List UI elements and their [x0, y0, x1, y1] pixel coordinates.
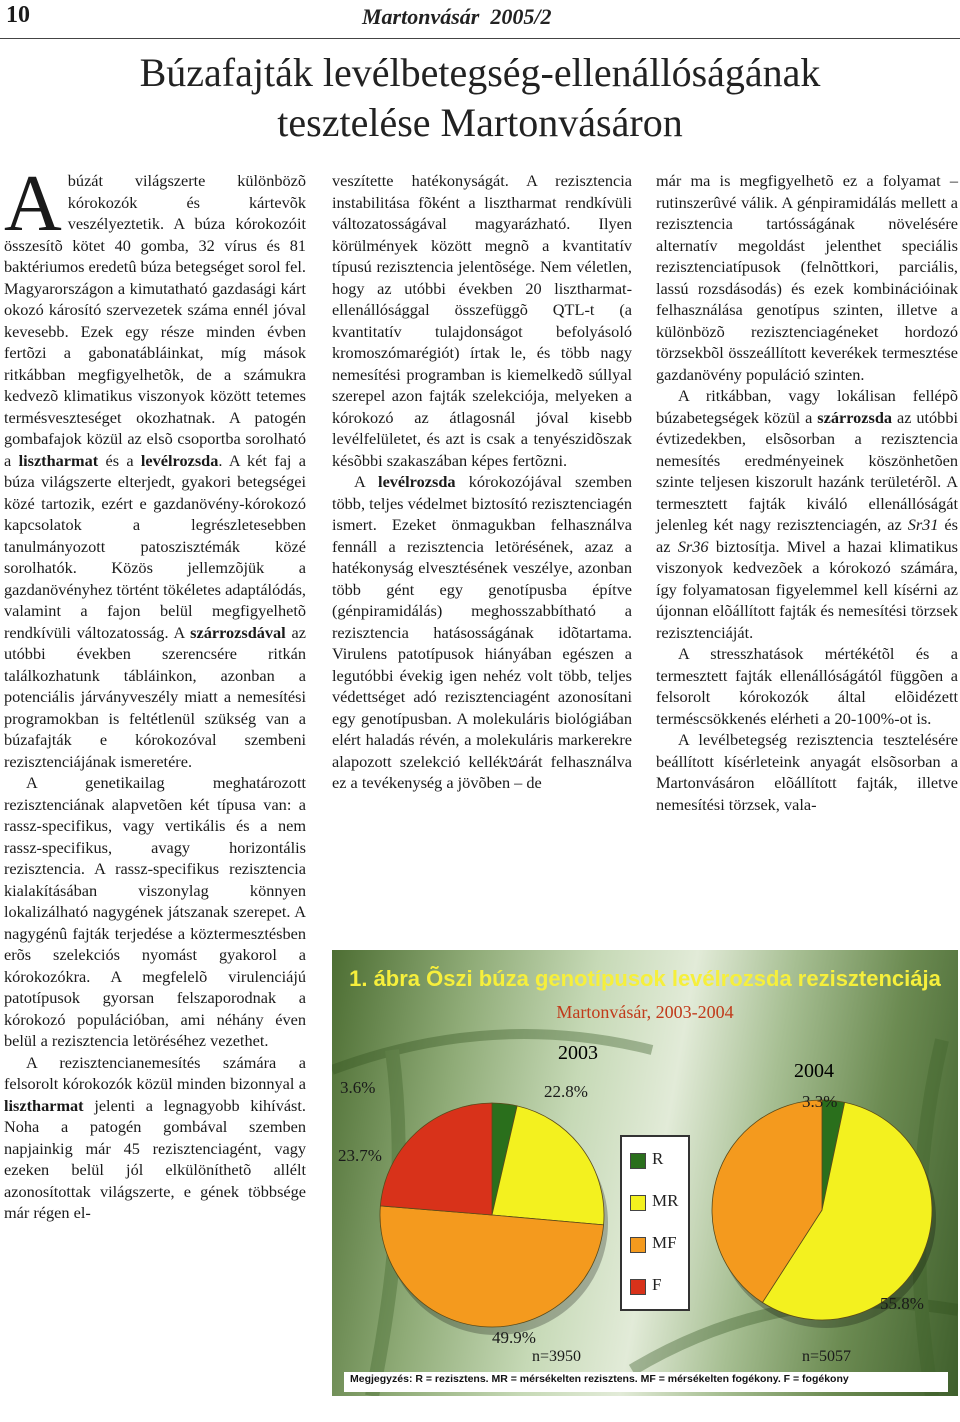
bold-term: szárrozsdával: [190, 622, 286, 642]
magazine-name: Martonvásár: [362, 4, 480, 29]
legend-swatch-MF: [630, 1237, 646, 1253]
pie-1-n: n=3950: [532, 1348, 582, 1365]
pie-2-label-MR: 55.8%: [880, 1294, 924, 1313]
bold-term: levélrozsda: [378, 472, 456, 491]
pie-1-label-F: 23.7%: [338, 1146, 382, 1165]
text-run: az utóbbi évtizedekben, elsõsorban a rezisztencia nemesítés eredményeinek köszönhetõen szinte teljesen kiszorult hazánk területérõl. A termesztett fajták kiváló ellenállóságát jelenleg két nagy rezisztenciagén, az: [656, 407, 958, 534]
text-run: és a: [105, 450, 134, 470]
pie-1-label-MF: 49.9%: [492, 1328, 536, 1347]
pie-1-year: 2003: [558, 1042, 598, 1064]
pie-1-label-R: 3.6%: [340, 1078, 376, 1097]
chart-legend: [620, 1135, 690, 1311]
legend-label-MF: MF: [652, 1233, 677, 1252]
paragraph: A genetikailag meghatározott rezisztenciának alapvetõen két típusa van: a rassz-specifikus, vagy vertikális és a nem rassz-specifikus, avagy horizontális rezisztencia. A rassz-specifikus rezisztencia kialakításában viszonylag könnyen lokalizálható nagygének játszanak szerepet. A nagygénû fajták terjedése a köztermesztésben erõs szelekciós nyomást gyakorol a kórokozókra. A megfelelõ virulenciájú patotípusok gyorsan felszaporodnak a kórokozó populációban, ami néhány éven belül a rezisztencia letöréséhez vezethet.: [4, 773, 306, 1050]
drop-cap: A: [4, 160, 62, 248]
text-run: A rezisztencianemesítés számára a felsorolt kórokozók közül minden bizonnyal a: [4, 1052, 306, 1093]
bold-term: levélrozsda: [140, 450, 219, 470]
text-run: A: [354, 472, 365, 491]
paragraph: A levélbetegség rezisztencia tesztelésére beállított kísérleteink anyagát elsõsorban a Martonvásáron elõállított fajták, illetve nemesítési törzsek, vala-: [656, 730, 958, 814]
paragraph: [4, 160, 306, 772]
text-run: búzát világszerte különbözõ kórokozók és kártevõk veszélyeztetik. A búza kórokozóit összesítõ kötet 40 gomba, 32 vírus és 81 baktériumos eredetû búza betegséget sorol fel. Magyarországon a kimutatható gazdasági kárt okozó károsító szervezetek száma ennél jóval kevesebb. Ezek egy része minden évben fertõzi a gabonatábláinkat, míg mások ritkábban megfigyelhetõk, de a számukra kedvezõ klimatikus viszonyok között tetemes termésveszteséget okozhatnak. A patogén gombafajok közül az elsõ csoportba sorolható a: [4, 171, 306, 470]
page-header: [0, 0, 960, 38]
title-line-2: tesztelése Martonvásáron: [277, 100, 683, 145]
legend-swatch-F: [630, 1279, 646, 1295]
italic-term: Sr31: [907, 515, 939, 534]
figure-subtitle: Martonvásár, 2003-2004: [556, 1002, 734, 1022]
figure-caption: Megjegyzés: R = rezisztens. MR = mérsékelten rezisztens. MF = mérsékelten fogékony. F = fogékony: [344, 1372, 948, 1392]
article-title: [0, 48, 960, 148]
figure-title: 1. ábra Õszi búza genotípusok levélrozsda rezisztenciája: [349, 966, 941, 991]
text-run: kórokozójával szemben több, teljes védelmet biztosító rezisztenciagén ismert. Ezeket önmagukban felhasználva fennáll a rezisztencia letörésének, azaz a hatékonyság elvesztésének veszélye, azonban több gént egy genotípusba építve (génpiramidálás) meghosszabbítható a rezisztencia hatásosságának idõtartama. Virulens patotípusok hiányában egészen a legutóbbi évekig igen nehéz volt több, teljes védettséget adó rezisztenciagént azonosítani egy genotípusban. A molekuláris biológiában elért haladás révén, a molekuláris markerekre alapozott szelekció kellékטárát felhasználva ez a tevékenység a jövõben – de: [332, 472, 633, 792]
paragraph: [4, 1052, 306, 1224]
header-rule: [0, 38, 960, 39]
text-run: az utóbbi években szerencsére ritkán találkozhatunk tábláinkon, azonban a potenciális járványveszély miatt a nemesítési programokban is feltétlenül szükség van a búzafajták e kórokozóval szembeni rezisztenciájának ismeretére.: [4, 622, 306, 771]
paragraph: már ma is megfigyelhetõ ez a folyamat – rutinszerûvé válik. A génpiramidálás mellett a rezisztencia tartósságának növelésére alternatív megoldást jelenthet speciális rezisztenciatípusok (felnõttkori, parciális, lassú rozsdásodás) és ezek kombinációinak felhasználása genotípus szinten, illetve a különbözõ rezisztenciagéneket hordozó törzsekbõl összeállított keverékek termesztése gazdanövény populáció szinten.: [656, 171, 958, 384]
pie-1-label-MR: 22.8%: [544, 1082, 588, 1101]
pie-chart-2003: [380, 1103, 608, 1335]
pie-slice-MF: [380, 1206, 604, 1327]
legend-swatch-R: [630, 1153, 646, 1169]
pie-2-label-R: 3.3%: [802, 1092, 838, 1111]
text-run: . A két faj a búza világszerte elterjedt, gyakori betegségei közé tartozik, ezért e gazdanövény-kórokozó kapcsolatok a legrészletesebben tanulmányozott patoszisztémák közé sorolhatók. Közös jellemzõjük a gazdanövényhez történt tökéletes adaptálódás, valamint a fajon belül megfigyelhetõ rendkívüli változatosság. A: [4, 450, 306, 642]
column-3: [656, 170, 958, 815]
pie-2-n: n=5057: [802, 1348, 852, 1365]
legend-label-R: R: [652, 1149, 664, 1168]
paragraph: [332, 471, 632, 794]
issue-number: 2005/2: [490, 4, 552, 29]
page-number: 10: [6, 2, 30, 28]
legend-label-F: F: [652, 1275, 662, 1294]
text-run: A ritkábban, vagy lokálisan fellépõ búzabetegségek közül a: [656, 386, 958, 427]
text-run: jelenti a legnagyobb kihívást. Noha a patogén gombával szemben napjainkig már 45 rezisztenciagént, vagy ezeken belül jól elkülöníthetõ allélt azonosítottak világszerte, e gének többsége már régen el-: [4, 1095, 306, 1222]
italic-term: Sr36: [677, 536, 709, 556]
paragraph: [656, 385, 958, 643]
legend-swatch-MR: [630, 1195, 646, 1211]
pie-2-year: 2004: [794, 1060, 834, 1082]
legend-label-MR: MR: [652, 1191, 679, 1210]
bold-term: lisztharmat: [18, 450, 99, 470]
paragraph: A stresszhatások mértékétõl és a termesztett fajták ellenállóságától függõen a felsorolt kórokozók által elõidézett terméscsökkenés elérheti a 20-100%-ot is.: [656, 644, 958, 728]
bold-term: lisztharmat: [4, 1095, 84, 1115]
figure-pie-charts: [332, 950, 958, 1396]
column-1: [4, 160, 306, 1224]
text-run: biztosítja. Mivel a hazai klimatikus viszonyok kedvezõek a kórokozó számára, így folyamatosan figyelemmel kell kísérni az újonnan elõállított fajták és nemesítési törzsek rezisztenciáját.: [656, 536, 959, 642]
title-line-1: Búzafajták levélbetegség-ellenállóságának: [139, 50, 821, 95]
column-2: [332, 170, 632, 794]
running-title: [362, 4, 551, 30]
bold-term: szárrozsda: [817, 407, 893, 427]
text-run: és az: [656, 515, 958, 556]
paragraph: veszítette hatékonyságát. A rezisztencia instabilitása fõként a lisztharmat rendkívüli változatosságával magyarázható. Ilyen körülmények között megnõ a kvantitatív típusú rezisztencia jelentõsége. Nem véletlen, hogy az utóbbi években 20 lisztharmat-ellenállósággal összefüggõ QTL-t (a kvantitatív tulajdonságot befolyásoló kromoszómarégiót) írtak le, és több nagy nemesítési programban is kiemelkedõ súllyal szerepel azon fajták szelekciója, melyeken a kórokozó az átlagosnál jóval kisebb levélfelületet, és azt is csak a tenyészidõszak késõbbi szakaszában képes fertõzni.: [332, 171, 632, 470]
